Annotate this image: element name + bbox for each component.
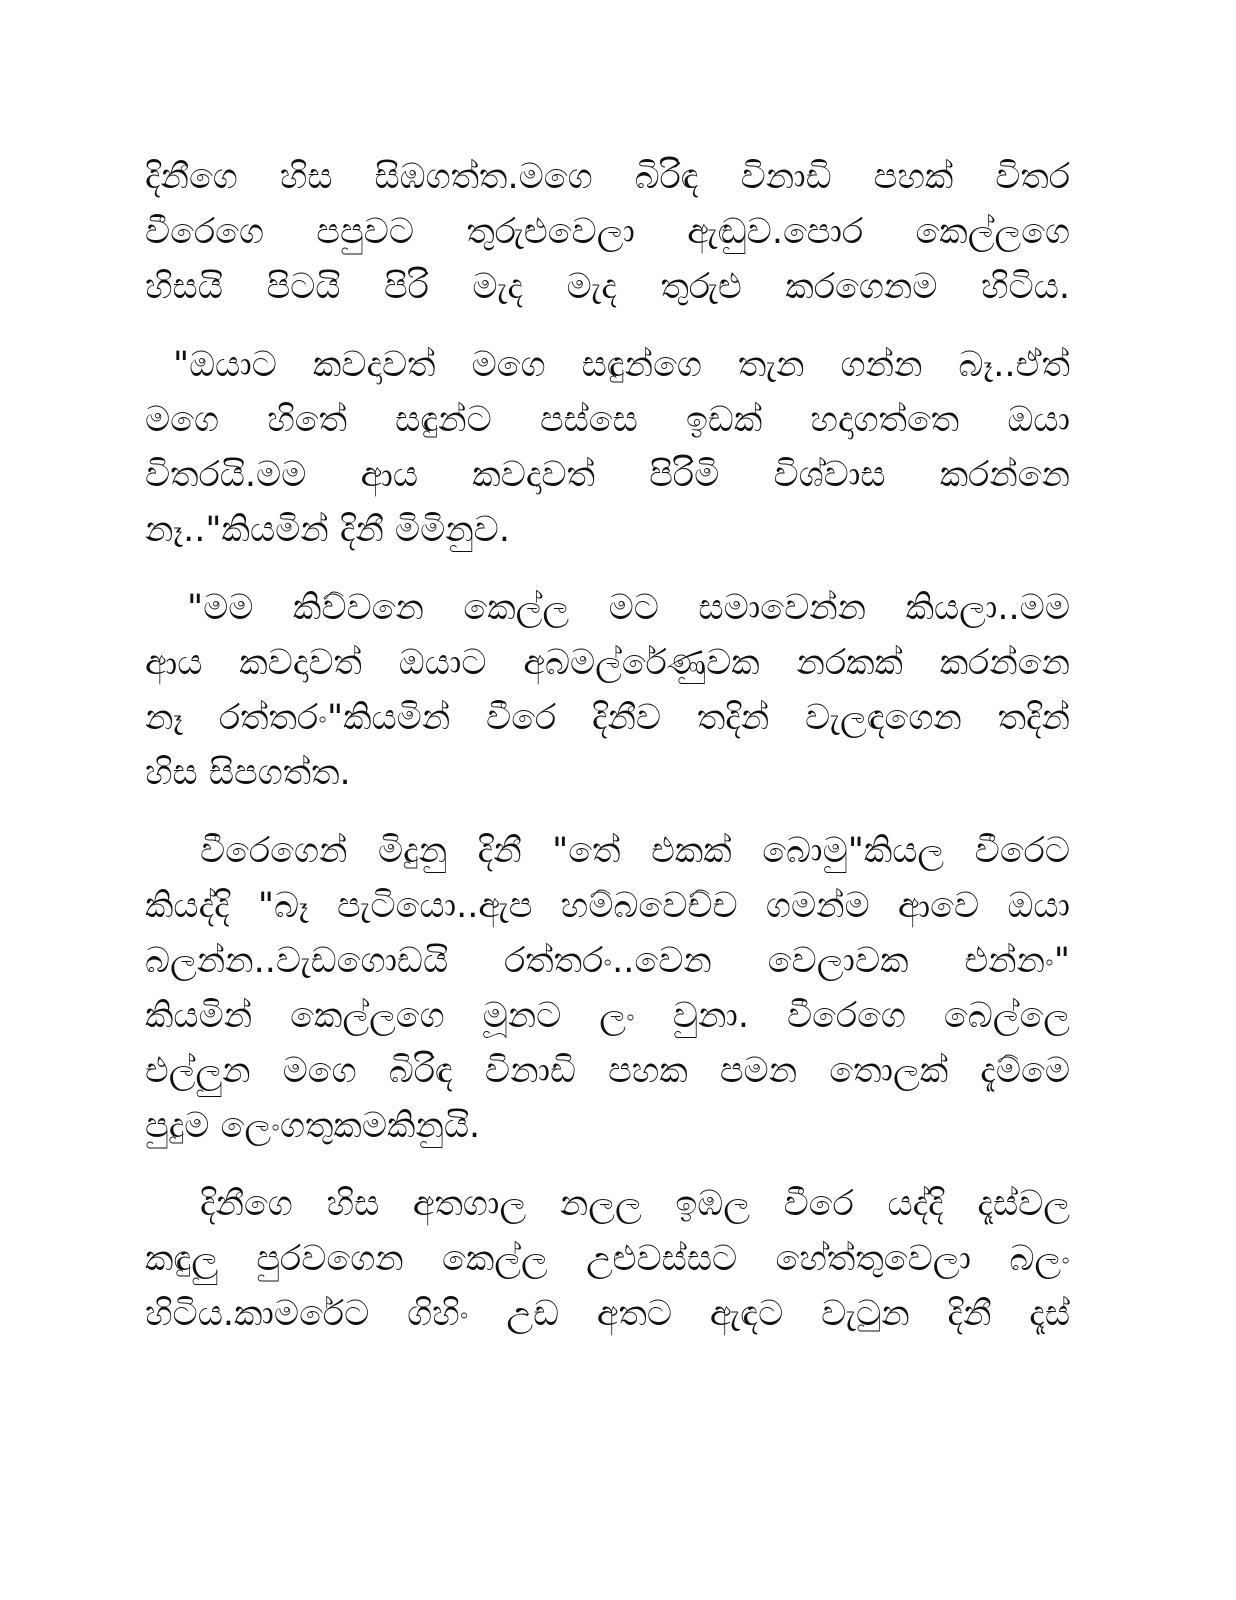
- paragraph-5: [145, 1177, 1070, 1342]
- paragraph-line: දිනීගෙ හිස සිඹගත්ත.මගෙ බිරිඳ විනාඩි පහක් විතර: [145, 157, 1070, 197]
- paragraph-line: "ඔයාට කවදාවත් මගෙ සඳුන්ගෙ තැන ගන්න බෑ..ඒත්: [173, 345, 1070, 385]
- paragraph-line: වීරෙගෙන් මිදුනු දිනී "තේ එකක් බොමු"කියල වීරෙට: [200, 831, 1070, 871]
- paragraph-line: එල්ලුන මගෙ බිරිඳ විනාඩි පහක පමන තොලක් දැම්මෙ: [145, 1051, 1070, 1091]
- paragraph-line: කියමින් කෙල්ලගෙ මූනට ලං වුනා. වීරෙගෙ බෙල්ලෙ: [145, 996, 1070, 1036]
- paragraph-1: [145, 150, 1070, 315]
- paragraph-line: මගෙ හිතේ සඳුන්ට පස්සෙ ඉඩක් හදාගත්තෙ ඔයා: [145, 400, 1070, 440]
- paragraph-line: හිස සිපගත්ත.: [145, 753, 351, 793]
- paragraph-2: [145, 338, 1070, 558]
- paragraph-3: [145, 581, 1070, 801]
- paragraph-line: ආය කවදාවත් ඔයාට අබමල්රේණුවක නරකක් කරන්නෙ: [145, 643, 1070, 683]
- paragraph-line: කියද්දි "බෑ පැටියො..ඇප හම්බවෙච්ච ගමන්ම ආවෙ ඔයා: [145, 886, 1070, 926]
- paragraph-line: නෑ.."කියමින් දිනී මිමිනුව.: [145, 510, 510, 550]
- paragraph-line: දිනීගෙ හිස අතගාල නලල ඉඹල වීරෙ යද්දි දෑස්වල: [200, 1184, 1070, 1224]
- paragraph-line: හිසයි පිටයි පිරි මැද මැද තුරුළු කරගෙනම හිටිය.: [145, 267, 1070, 307]
- paragraph-line: වීරෙගෙ පපුවට තුරුළුවෙලා ඇඬුව.පොර කෙල්ලගෙ: [145, 212, 1070, 252]
- paragraph-line: පුදුම ලෙංගතුකමකිනුයි.: [145, 1106, 481, 1146]
- paragraph-line: "මම කිව්වනෙ කෙල්ල මට සමාවෙන්න කියලා..මම: [187, 588, 1070, 628]
- paragraph-line: නෑ රත්තරං"කියමින් වීරෙ දිනීව තදින් වැලඳගෙන තදින්: [145, 698, 1070, 738]
- body-text: [145, 150, 1070, 1365]
- paragraph-line: බලන්න..වැඩගොඩයි රත්තරං..වෙන වෙලාවක එන්නං": [145, 941, 1070, 981]
- paragraph-line: හිටිය.කාමරේට ගිහිං උඩ අතට ඇඳට වැටුන දිනී දෑස්: [145, 1294, 1070, 1334]
- paragraph-line: කඳුලු පුරවගෙන කෙල්ල උළුවස්සට හේත්තුවෙලා බලං: [145, 1239, 1070, 1279]
- paragraph-line: විතරයි.මම ආය කවදාවත් පිරිමි විශ්වාස කරන්නෙ: [145, 455, 1070, 495]
- paragraph-4: [145, 824, 1070, 1154]
